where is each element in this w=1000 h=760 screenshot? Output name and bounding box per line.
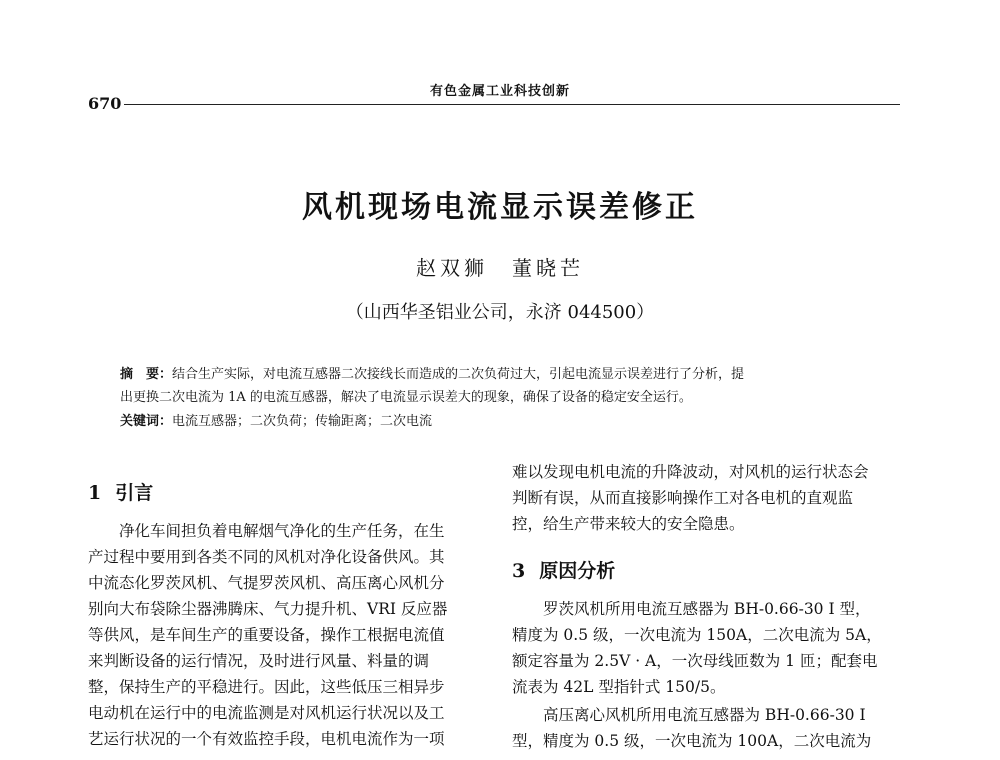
section-3-title: 原因分析 <box>539 560 616 582</box>
keywords-text: 电流互感器；二次负荷；传输距离；二次电流 <box>172 414 433 429</box>
section-1-heading <box>88 478 153 505</box>
section-1-title: 引言 <box>115 482 154 504</box>
right-column <box>512 460 912 760</box>
journal-name: 有色金属工业科技创新 <box>429 84 570 99</box>
abstract-line-2 <box>120 386 692 405</box>
paragraph-line: 流表为 42L 型指针式 150/5。 <box>512 678 726 696</box>
paragraph-line: 精度为 0.5 级，一次电流为 150A，二次电流为 5A， <box>512 626 882 644</box>
keywords-label: 关键词： <box>120 414 173 429</box>
paragraph-line: 来判断设备的运行情况，及时进行风量、料量的调 <box>88 652 430 670</box>
header-rule <box>124 104 900 105</box>
section-1-number: 1 <box>88 482 102 504</box>
abstract-text-2: 出更换二次电流为 1A 的电流互感器，解决了电流显示误差大的现象，确保了设备的稳定安全运行。 <box>120 390 692 405</box>
paragraph-line: 整，保持生产的平稳进行。因此，这些低压三相异步 <box>88 678 445 696</box>
paragraph-line: 控，给生产带来较大的安全隐患。 <box>512 515 745 533</box>
paragraph-line: 电动机在运行中的电流监测是对风机运行状况以及工 <box>88 704 445 722</box>
keywords-line <box>120 410 432 429</box>
paragraph-line: 难以发现电机电流的升降波动，对风机的运行状态会 <box>512 463 869 481</box>
paragraph-line: 额定容量为 2.5V · A，一次母线匝数为 1 匝；配套电 <box>512 652 878 670</box>
paragraph-line: 艺运行状况的一个有效监控手段，电机电流作为一项 <box>88 730 445 748</box>
section-3-number: 3 <box>512 560 526 582</box>
left-column <box>88 470 483 760</box>
abstract-text-1: 结合生产实际，对电流互感器二次接线长而造成的二次负荷过大，引起电流显示误差进行了分析，提 <box>172 367 745 382</box>
article-title: 风机现场电流显示误差修正 <box>302 190 698 225</box>
page-number: 670 <box>88 94 122 113</box>
paragraph-line: 罗茨风机所用电流互感器为 BH-0.66-30 Ⅰ 型， <box>512 600 871 618</box>
paragraph-line: 判断有误，从而直接影响操作工对各电机的直观监 <box>512 489 854 507</box>
abstract-label: 摘 要： <box>120 367 173 382</box>
paragraph-line: 别向大布袋除尘器沸腾床、气力提升机、VRI 反应器 <box>88 600 448 618</box>
section-3-heading <box>512 556 615 583</box>
paragraph-line: 净化车间担负着电解烟气净化的生产任务，在生 <box>88 522 445 540</box>
article-affiliation: （山西华圣铝业公司，永济 044500） <box>345 302 655 323</box>
paragraph-line: 等供风，是车间生产的重要设备，操作工根据电流值 <box>88 626 445 644</box>
paragraph-line: 型，精度为 0.5 级，一次电流为 100A，二次电流为 <box>512 732 872 750</box>
paragraph-line: 产过程中要用到各类不同的风机对净化设备供风。其 <box>88 548 445 566</box>
article-authors: 赵双狮 董晓芒 <box>416 256 584 280</box>
abstract-line-1 <box>120 363 744 382</box>
paragraph-line: 中流态化罗茨风机、气提罗茨风机、高压离心风机分 <box>88 574 445 592</box>
paragraph-line: 高压离心风机所用电流互感器为 BH-0.66-30 Ⅰ <box>512 706 866 724</box>
